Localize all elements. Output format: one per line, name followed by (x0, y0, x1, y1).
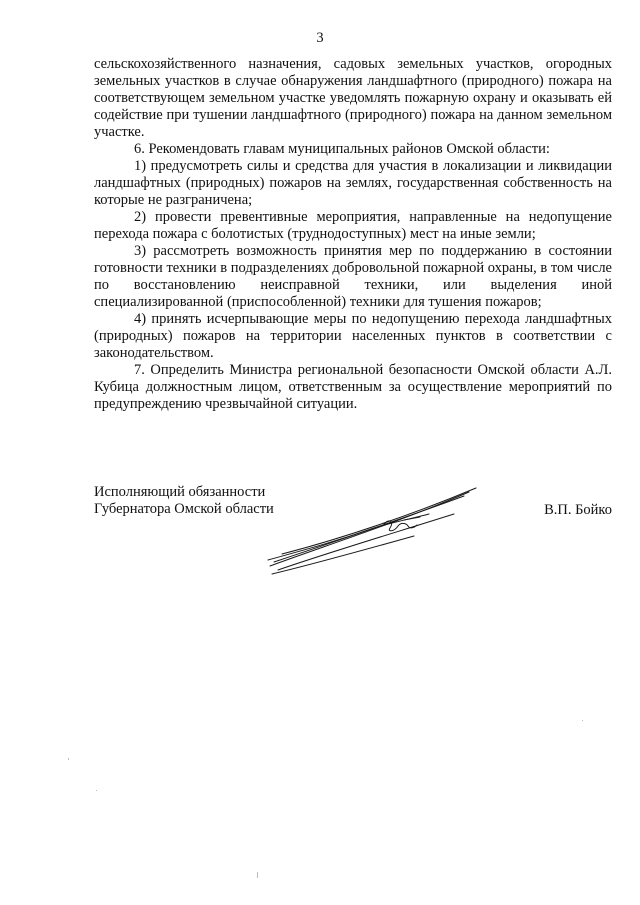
document-body (94, 56, 612, 413)
signatory-title (94, 484, 274, 518)
paragraph-item-7: 7. Определить Министра региональной безопасности Омской области А.Л. Кубица должностным лицом, ответственным за осуществление мероприятий по предупреждению чрезвычайной ситуации. (94, 362, 612, 412)
paragraph-item-6-1: 1) предусмотреть силы и средства для участия в локализации и ликвидации ландшафтных (природных) пожаров на землях, государственная собственность на которые не разграничена; (94, 158, 612, 208)
scan-speck (96, 790, 97, 791)
paragraph-item-6-3: 3) рассмотреть возможность принятия мер по поддержанию в состоянии готовности техники в подразделениях добровольной пожарной охраны, в том числе по восстановлению неисправной техники, или выделения иной специализированной (приспособленной) техники для тушения пожаров; (94, 243, 612, 310)
scan-speck (582, 720, 583, 721)
paragraph-item-6-2: 2) провести превентивные мероприятия, направленные на недопущение перехода пожара с болотистых (труднодоступных) мест на иные земли; (94, 209, 612, 242)
signature-block (94, 484, 612, 574)
signatory-title-line-1: Исполняющий обязанности (94, 484, 266, 500)
signatory-name: В.П. Бойко (544, 502, 612, 518)
signatory-title-line-2: Губернатора Омской области (94, 501, 274, 517)
page-number: 3 (316, 30, 324, 46)
paragraph-item-6-4: 4) принять исчерпывающие меры по недопущению перехода ландшафтных (природных) пожаров на территории населенных пунктов в соответствии с законодательством. (94, 311, 612, 361)
paragraph-continuation: сельскохозяйственного назначения, садовых земельных участков, огородных земельных участков в случае обнаружения ландшафтного (природного) пожара на соответствующем земельном участке уведомлять пожарную охрану и оказывать ей содействие при тушении ландшафтного (природного) пожара на данном земельном участке. (94, 56, 612, 140)
paragraph-item-6: 6. Рекомендовать главам муниципальных районов Омской области: (134, 141, 550, 157)
handwritten-signature (264, 484, 484, 579)
scan-speck (257, 872, 258, 878)
scan-speck (68, 758, 69, 760)
